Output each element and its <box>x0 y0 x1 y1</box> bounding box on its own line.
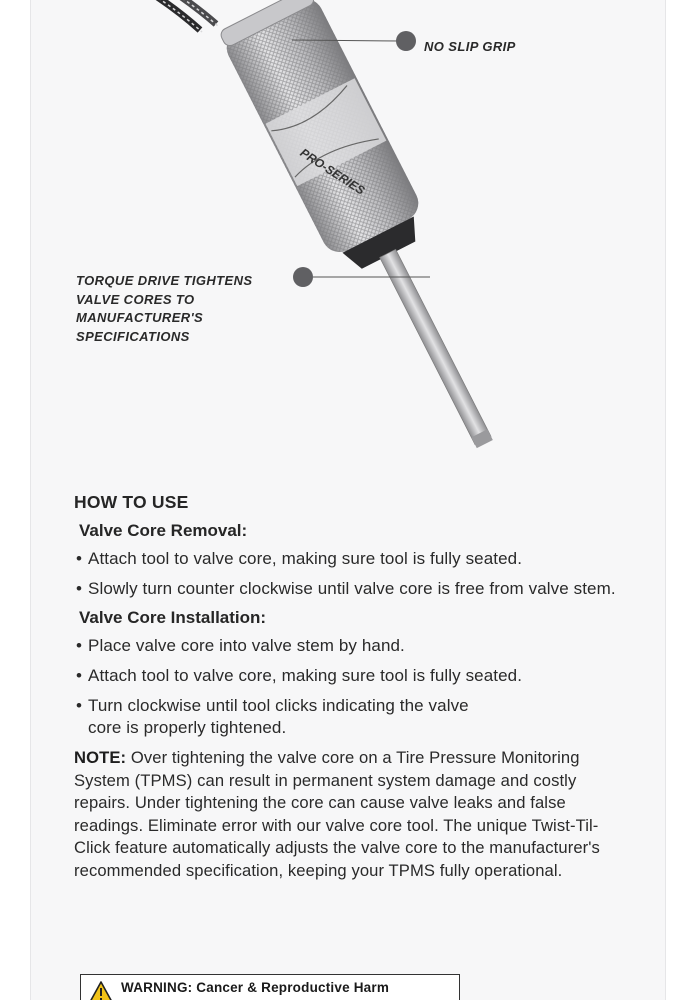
removal-steps <box>74 548 654 600</box>
list-item: • Place valve core into valve stem by hand. <box>76 636 405 655</box>
brand-label: PRO-SERIES <box>297 145 368 198</box>
warning-triangle-icon <box>89 981 113 1000</box>
removal-heading: Valve Core Removal: <box>79 521 248 540</box>
shaft <box>380 249 491 444</box>
callout-line: MANUFACTURER'S <box>76 310 204 325</box>
how-to-use-section <box>74 492 654 883</box>
list-item: • Turn clockwise until tool clicks indicating the valve core is properly tightened. <box>76 696 469 737</box>
section-title: HOW TO USE <box>74 492 189 512</box>
callout-line: VALVE CORES TO <box>76 291 195 307</box>
callout-no-slip-grip: NO SLIP GRIP <box>424 39 516 54</box>
callout-torque-drive <box>76 272 296 346</box>
list-item: • Attach tool to valve core, making sure tool is fully seated. <box>76 666 523 685</box>
installation-heading: Valve Core Installation: <box>79 608 267 627</box>
tool-illustration <box>30 0 666 470</box>
callout-line: SPECIFICATIONS <box>76 328 190 344</box>
cord-icon <box>156 0 218 32</box>
callout-dot <box>396 31 416 51</box>
note-label: NOTE: <box>74 748 127 767</box>
note-text: Over tightening the valve core on a Tire Pressure Monitoring System (TPMS) can result in permanent system damage and costly repairs. Under tightening the core can cause valve leaks and false readings. Eliminate error with our valve core tool. The unique Twist-Til-Click feature automatically adjusts the valve core to the manufacturer's recommended specification, keeping your TPMS fully operational. <box>74 748 600 880</box>
warning-box <box>80 974 460 1000</box>
note-paragraph <box>74 747 634 883</box>
warning-text: WARNING: Cancer & Reproductive Harm <box>121 980 390 995</box>
product-card <box>30 0 666 1000</box>
callout-line: TORQUE DRIVE TIGHTENS <box>76 273 253 288</box>
list-item: • Slowly turn counter clockwise until valve core is free from valve stem. <box>76 579 616 598</box>
callout-dot <box>293 267 313 287</box>
list-item: • Attach tool to valve core, making sure tool is fully seated. <box>76 549 523 568</box>
installation-steps <box>74 635 654 739</box>
